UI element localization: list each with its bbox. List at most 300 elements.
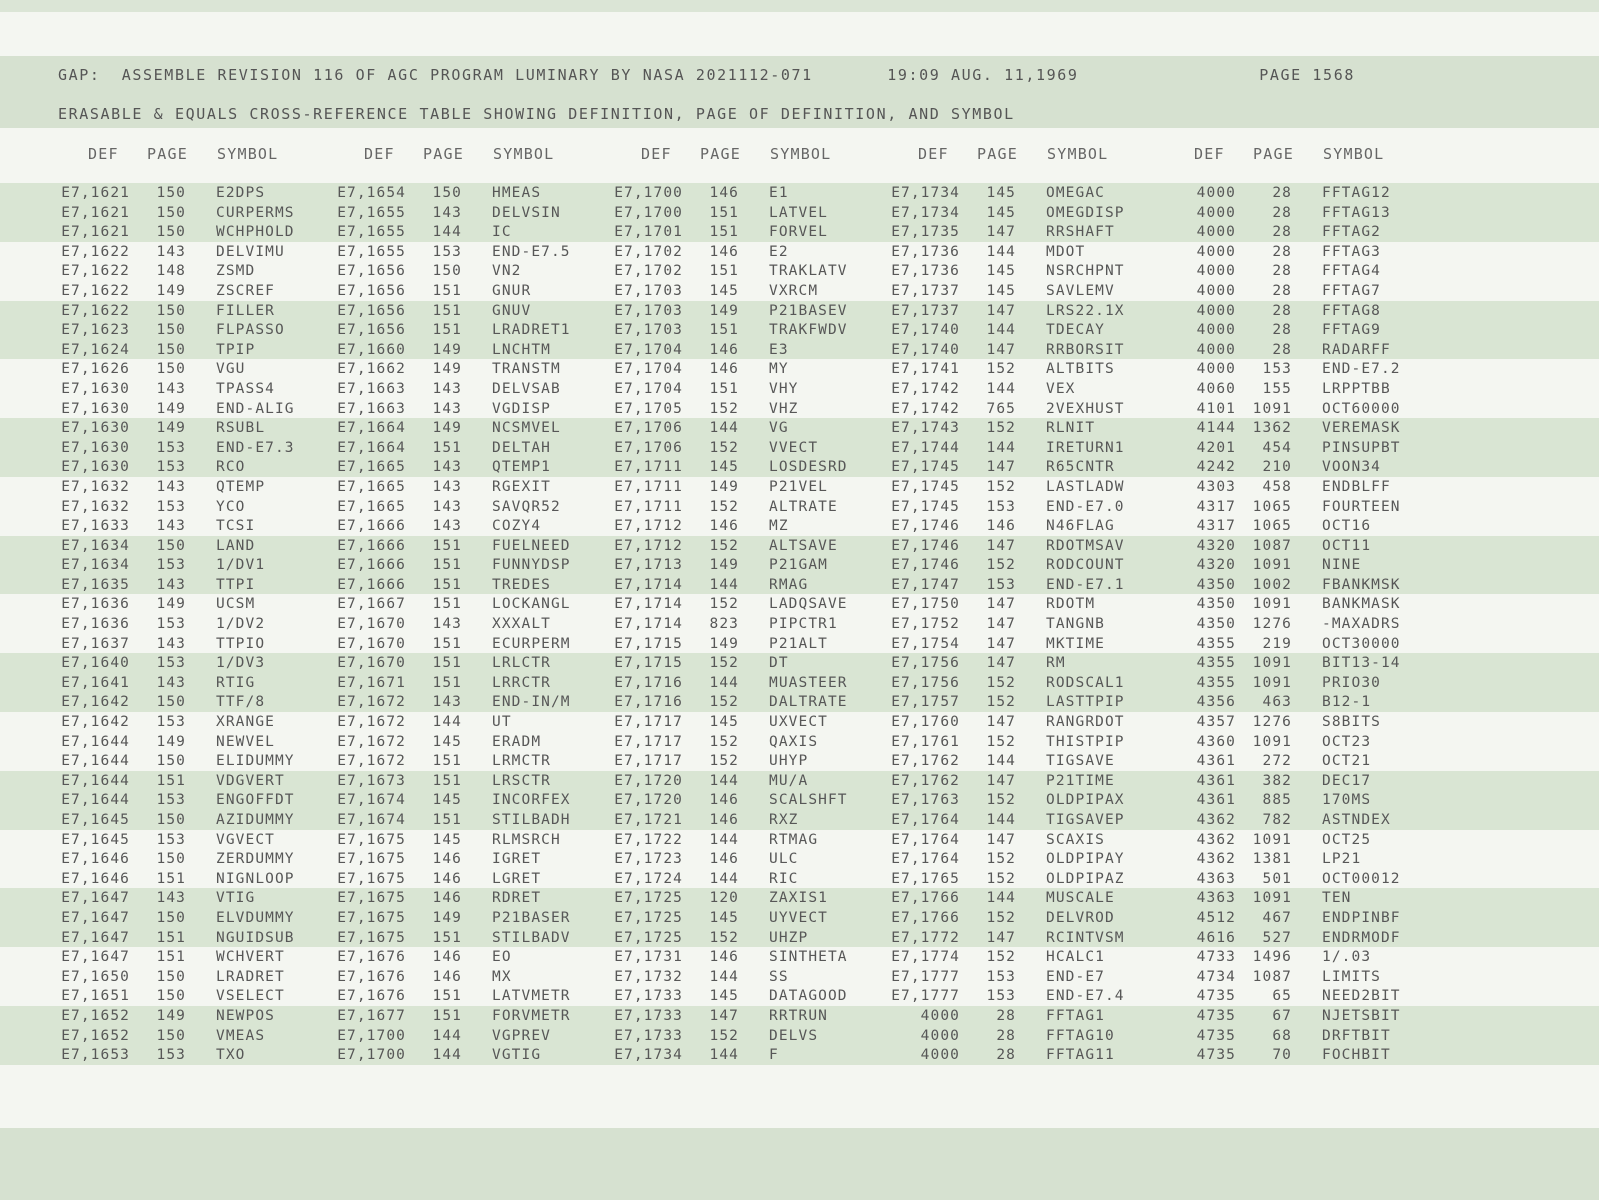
page-cell: 1087 xyxy=(1252,968,1292,985)
symbol-cell: NEWVEL xyxy=(216,733,275,750)
def-cell: E7,1735 xyxy=(891,224,960,241)
page-cell: 144 xyxy=(986,753,1016,770)
def-cell: E7,1624 xyxy=(61,341,130,358)
table-row xyxy=(0,692,1599,712)
symbol-cell: ZSCREF xyxy=(216,282,275,299)
def-cell: E7,1700 xyxy=(337,1047,406,1064)
def-cell: E7,1716 xyxy=(614,674,683,691)
header-def-4: DEF xyxy=(918,145,949,163)
symbol-cell: VGVECT xyxy=(216,831,275,848)
def-cell: E7,1622 xyxy=(61,302,130,319)
page-cell: 151 xyxy=(156,949,186,966)
def-cell: 4000 xyxy=(1196,361,1236,378)
page-cell: 144 xyxy=(709,674,739,691)
page-cell: 153 xyxy=(986,498,1016,515)
page-cell: 152 xyxy=(709,733,739,750)
symbol-cell: RM xyxy=(1046,655,1066,672)
symbol-cell: RSUBL xyxy=(216,420,266,437)
page-cell: 153 xyxy=(432,243,462,260)
page-cell: 148 xyxy=(156,263,186,280)
symbol-cell: DT xyxy=(769,655,789,672)
page-cell: 146 xyxy=(986,518,1016,535)
def-cell: E7,1762 xyxy=(891,753,960,770)
page-cell: 152 xyxy=(709,400,739,417)
page-cell: 152 xyxy=(986,557,1016,574)
page-cell: 151 xyxy=(709,224,739,241)
symbol-cell: TPASS4 xyxy=(216,380,275,397)
def-cell: 4317 xyxy=(1196,518,1236,535)
symbol-cell: VHY xyxy=(769,380,799,397)
page-cell: 120 xyxy=(709,890,739,907)
symbol-cell: ELVDUMMY xyxy=(216,909,295,926)
symbol-cell: QAXIS xyxy=(769,733,819,750)
symbol-cell: VEX xyxy=(1046,380,1076,397)
page-cell: 151 xyxy=(432,1007,462,1024)
page-cell: 1381 xyxy=(1252,851,1292,868)
page-cell: 146 xyxy=(709,185,739,201)
def-cell: 4350 xyxy=(1196,616,1236,633)
def-cell: 4356 xyxy=(1196,694,1236,711)
symbol-cell: DELVIMU xyxy=(216,243,285,260)
def-cell: E7,1754 xyxy=(891,635,960,652)
page-cell: 152 xyxy=(709,929,739,946)
def-cell: E7,1632 xyxy=(61,498,130,515)
listing-title: GAP: ASSEMBLE REVISION 116 OF AGC PROGRAM LUMINARY BY NASA 2021112-071 19:09 AUG. 11,1969 PAGE 1568 xyxy=(58,66,1355,84)
page-cell: 149 xyxy=(156,1007,186,1024)
def-cell: 4000 xyxy=(920,1007,960,1024)
def-cell: E7,1670 xyxy=(337,635,406,652)
symbol-cell: TTF/8 xyxy=(216,694,266,711)
header-page-3: PAGE xyxy=(700,145,741,163)
def-cell: E7,1670 xyxy=(337,655,406,672)
symbol-cell: NSRCHPNT xyxy=(1046,263,1125,280)
def-cell: 4144 xyxy=(1196,420,1236,437)
symbol-cell: LATVMETR xyxy=(492,988,571,1005)
symbol-cell: TIGSAVE xyxy=(1046,753,1115,770)
page-cell: 143 xyxy=(156,890,186,907)
def-cell: E7,1666 xyxy=(337,576,406,593)
def-cell: E7,1716 xyxy=(614,694,683,711)
symbol-cell: P21VEL xyxy=(769,478,828,495)
def-cell: E7,1675 xyxy=(337,929,406,946)
page-cell: 152 xyxy=(986,420,1016,437)
symbol-cell: LIMITS xyxy=(1322,968,1381,985)
def-cell: E7,1672 xyxy=(337,714,406,731)
symbol-cell: FFTAG2 xyxy=(1322,224,1381,241)
page-cell: 143 xyxy=(432,478,462,495)
symbol-cell: RCO xyxy=(216,459,246,476)
symbol-cell: END-E7.3 xyxy=(216,439,295,456)
def-cell: 4735 xyxy=(1196,1007,1236,1024)
header-page-2: PAGE xyxy=(423,145,464,163)
page-cell: 272 xyxy=(1262,753,1292,770)
symbol-cell: FFTAG3 xyxy=(1322,243,1381,260)
symbol-cell: NINE xyxy=(1322,557,1362,574)
def-cell: E7,1761 xyxy=(891,733,960,750)
def-cell: 4000 xyxy=(1196,243,1236,260)
symbol-cell: SINTHETA xyxy=(769,949,848,966)
table-row xyxy=(0,947,1599,967)
page-cell: 151 xyxy=(432,302,462,319)
def-cell: E7,1711 xyxy=(614,459,683,476)
page-cell: 153 xyxy=(986,576,1016,593)
def-cell: E7,1756 xyxy=(891,674,960,691)
symbol-cell: YCO xyxy=(216,498,246,515)
header-def-3: DEF xyxy=(641,145,672,163)
def-cell: E7,1641 xyxy=(61,674,130,691)
page-cell: 28 xyxy=(996,1007,1016,1024)
symbol-cell: UHYP xyxy=(769,753,809,770)
def-cell: E7,1621 xyxy=(61,204,130,221)
page-cell: 65 xyxy=(1272,988,1292,1005)
def-cell: E7,1702 xyxy=(614,263,683,280)
def-cell: E7,1746 xyxy=(891,518,960,535)
table-row xyxy=(0,320,1599,340)
def-cell: E7,1722 xyxy=(614,831,683,848)
def-cell: 4000 xyxy=(1196,224,1236,241)
symbol-cell: DELVROD xyxy=(1046,909,1115,926)
def-cell: 4000 xyxy=(920,1027,960,1044)
symbol-cell: ENDPINBF xyxy=(1322,909,1401,926)
def-cell: E7,1635 xyxy=(61,576,130,593)
def-cell: E7,1700 xyxy=(337,1027,406,1044)
table-row xyxy=(0,497,1599,517)
table-row xyxy=(0,281,1599,301)
def-cell: 4735 xyxy=(1196,988,1236,1005)
page-cell: 151 xyxy=(432,322,462,339)
def-cell: E7,1656 xyxy=(337,263,406,280)
symbol-cell: LASTLADW xyxy=(1046,478,1125,495)
page-cell: 153 xyxy=(156,498,186,515)
def-cell: 4000 xyxy=(1196,282,1236,299)
page-cell: 152 xyxy=(709,439,739,456)
page-cell: 150 xyxy=(156,968,186,985)
def-cell: E7,1647 xyxy=(61,890,130,907)
table-row xyxy=(0,771,1599,791)
page-cell: 151 xyxy=(432,812,462,828)
symbol-cell: 1/DV1 xyxy=(216,557,266,574)
def-cell: E7,1734 xyxy=(891,185,960,201)
symbol-cell: ENDRMODF xyxy=(1322,929,1401,946)
table-row xyxy=(0,712,1599,732)
def-cell: E7,1644 xyxy=(61,792,130,809)
def-cell: E7,1774 xyxy=(891,949,960,966)
symbol-cell: PIPCTR1 xyxy=(769,616,838,633)
page-cell: 151 xyxy=(432,674,462,691)
page-cell: 501 xyxy=(1262,870,1292,887)
page-cell: 28 xyxy=(1272,322,1292,339)
symbol-cell: IC xyxy=(492,224,512,241)
symbol-cell: FFTAG10 xyxy=(1046,1027,1115,1044)
symbol-cell: END-E7.4 xyxy=(1046,988,1125,1005)
page-cell: 143 xyxy=(432,459,462,476)
symbol-cell: 1/DV3 xyxy=(216,655,266,672)
page-cell: 146 xyxy=(432,870,462,887)
table-row xyxy=(0,536,1599,556)
symbol-cell: HMEAS xyxy=(492,185,542,201)
page-cell: 147 xyxy=(986,537,1016,554)
def-cell: E7,1676 xyxy=(337,988,406,1005)
symbol-cell: RADARFF xyxy=(1322,341,1391,358)
table-subtitle: ERASABLE & EQUALS CROSS-REFERENCE TABLE SHOWING DEFINITION, PAGE OF DEFINITION, AND SYMBOL xyxy=(58,105,1015,123)
symbol-cell: DELVSIN xyxy=(492,204,561,221)
symbol-cell: FFTAG7 xyxy=(1322,282,1381,299)
table-row xyxy=(0,908,1599,928)
page-cell: 144 xyxy=(432,714,462,731)
def-cell: E7,1760 xyxy=(891,714,960,731)
symbol-cell: FORVMETR xyxy=(492,1007,571,1024)
symbol-cell: MY xyxy=(769,361,789,378)
def-cell: E7,1642 xyxy=(61,714,130,731)
bottom-margin-band xyxy=(0,1128,1599,1200)
symbol-cell: VMEAS xyxy=(216,1027,266,1044)
def-cell: E7,1675 xyxy=(337,831,406,848)
symbol-cell: F xyxy=(769,1047,779,1064)
def-cell: 4362 xyxy=(1196,851,1236,868)
page-cell: 147 xyxy=(986,831,1016,848)
symbol-cell: RGEXIT xyxy=(492,478,551,495)
symbol-cell: OLDPIPAY xyxy=(1046,851,1125,868)
def-cell: E7,1622 xyxy=(61,243,130,260)
symbol-cell: UT xyxy=(492,714,512,731)
symbol-cell: TCSI xyxy=(216,518,256,535)
def-cell: E7,1647 xyxy=(61,949,130,966)
symbol-cell: UXVECT xyxy=(769,714,828,731)
symbol-cell: MDOT xyxy=(1046,243,1086,260)
page-cell: 145 xyxy=(432,792,462,809)
page-cell: 149 xyxy=(156,400,186,417)
def-cell: E7,1745 xyxy=(891,498,960,515)
def-cell: E7,1714 xyxy=(614,576,683,593)
table-row xyxy=(0,1026,1599,1046)
def-cell: E7,1704 xyxy=(614,380,683,397)
page-cell: 467 xyxy=(1262,909,1292,926)
page-cell: 151 xyxy=(432,753,462,770)
def-cell: E7,1704 xyxy=(614,341,683,358)
def-cell: E7,1665 xyxy=(337,478,406,495)
top-margin-band xyxy=(0,0,1599,12)
def-cell: 4357 xyxy=(1196,714,1236,731)
symbol-cell: LASTTPIP xyxy=(1046,694,1125,711)
page-cell: 1362 xyxy=(1252,420,1292,437)
page-cell: 28 xyxy=(1272,185,1292,201)
symbol-cell: NGUIDSUB xyxy=(216,929,295,946)
symbol-cell: AZIDUMMY xyxy=(216,812,295,828)
symbol-cell: FFTAG1 xyxy=(1046,1007,1105,1024)
def-cell: E7,1733 xyxy=(614,988,683,1005)
symbol-cell: LRMCTR xyxy=(492,753,551,770)
symbol-cell: INCORFEX xyxy=(492,792,571,809)
symbol-cell: B12-1 xyxy=(1322,694,1372,711)
def-cell: E7,1637 xyxy=(61,635,130,652)
page-cell: 144 xyxy=(709,1047,739,1064)
table-row xyxy=(0,379,1599,399)
symbol-cell: TRANSTM xyxy=(492,361,561,378)
page-cell: 150 xyxy=(432,263,462,280)
def-cell: E7,1647 xyxy=(61,929,130,946)
page-cell: 70 xyxy=(1272,1047,1292,1064)
page-cell: 1091 xyxy=(1252,596,1292,613)
page-cell: 152 xyxy=(986,949,1016,966)
page-cell: 1276 xyxy=(1252,714,1292,731)
header-page-5: PAGE xyxy=(1253,145,1294,163)
def-cell: 4735 xyxy=(1196,1027,1236,1044)
def-cell: E7,1734 xyxy=(614,1047,683,1064)
def-cell: E7,1712 xyxy=(614,537,683,554)
symbol-cell: NIGNLOOP xyxy=(216,870,295,887)
def-cell: E7,1721 xyxy=(614,812,683,828)
page-cell: 1091 xyxy=(1252,655,1292,672)
page-cell: 153 xyxy=(156,557,186,574)
page-cell: 151 xyxy=(432,282,462,299)
page-cell: 150 xyxy=(156,302,186,319)
page-cell: 144 xyxy=(986,439,1016,456)
def-cell: E7,1636 xyxy=(61,596,130,613)
def-cell: E7,1647 xyxy=(61,909,130,926)
def-cell: E7,1763 xyxy=(891,792,960,809)
def-cell: E7,1666 xyxy=(337,518,406,535)
def-cell: E7,1656 xyxy=(337,302,406,319)
def-cell: 4355 xyxy=(1196,635,1236,652)
header-symbol-5: SYMBOL xyxy=(1323,145,1385,163)
def-cell: E7,1673 xyxy=(337,772,406,789)
page-cell: 145 xyxy=(986,282,1016,299)
header-symbol-1: SYMBOL xyxy=(217,145,279,163)
def-cell: E7,1655 xyxy=(337,224,406,241)
def-cell: E7,1630 xyxy=(61,459,130,476)
page-cell: 152 xyxy=(986,870,1016,887)
def-cell: E7,1634 xyxy=(61,537,130,554)
def-cell: E7,1622 xyxy=(61,282,130,299)
def-cell: E7,1766 xyxy=(891,890,960,907)
page-cell: 146 xyxy=(709,243,739,260)
symbol-cell: LNCHTM xyxy=(492,341,551,358)
symbol-cell: FBANKMSK xyxy=(1322,576,1401,593)
page-cell: 143 xyxy=(432,400,462,417)
def-cell: E7,1737 xyxy=(891,282,960,299)
def-cell: E7,1622 xyxy=(61,263,130,280)
symbol-cell: QTEMP xyxy=(216,478,266,495)
def-cell: E7,1672 xyxy=(337,733,406,750)
symbol-cell: P21TIME xyxy=(1046,772,1115,789)
symbol-cell: ALTBITS xyxy=(1046,361,1115,378)
page-cell: 527 xyxy=(1262,929,1292,946)
symbol-cell: RDRET xyxy=(492,890,542,907)
def-cell: 4320 xyxy=(1196,557,1236,574)
page-cell: 150 xyxy=(156,537,186,554)
symbol-cell: P21ALT xyxy=(769,635,828,652)
def-cell: E7,1671 xyxy=(337,674,406,691)
def-cell: 4361 xyxy=(1196,772,1236,789)
def-cell: E7,1720 xyxy=(614,772,683,789)
page-cell: 1091 xyxy=(1252,557,1292,574)
table-row xyxy=(0,849,1599,869)
def-cell: E7,1653 xyxy=(61,1047,130,1064)
page-cell: 149 xyxy=(156,282,186,299)
page-cell: 145 xyxy=(709,282,739,299)
page-cell: 153 xyxy=(156,616,186,633)
def-cell: E7,1706 xyxy=(614,439,683,456)
symbol-cell: LRLCTR xyxy=(492,655,551,672)
symbol-cell: END-ALIG xyxy=(216,400,295,417)
symbol-cell: ZAXIS1 xyxy=(769,890,828,907)
symbol-cell: MKTIME xyxy=(1046,635,1105,652)
page-cell: 454 xyxy=(1262,439,1292,456)
page-cell: 146 xyxy=(432,851,462,868)
def-cell: E7,1670 xyxy=(337,616,406,633)
symbol-cell: XRANGE xyxy=(216,714,275,731)
table-row xyxy=(0,399,1599,419)
def-cell: 4360 xyxy=(1196,733,1236,750)
symbol-cell: EO xyxy=(492,949,512,966)
page-cell: 1065 xyxy=(1252,518,1292,535)
page-cell: 146 xyxy=(709,361,739,378)
def-cell: E7,1731 xyxy=(614,949,683,966)
page-cell: 149 xyxy=(432,420,462,437)
page-cell: 28 xyxy=(1272,282,1292,299)
def-cell: 4363 xyxy=(1196,870,1236,887)
def-cell: E7,1717 xyxy=(614,753,683,770)
page-cell: 152 xyxy=(709,1027,739,1044)
symbol-cell: VSELECT xyxy=(216,988,285,1005)
page-cell: 149 xyxy=(709,302,739,319)
header-def-5: DEF xyxy=(1194,145,1225,163)
page-cell: 149 xyxy=(709,635,739,652)
def-cell: E7,1733 xyxy=(614,1027,683,1044)
table-row xyxy=(0,516,1599,536)
symbol-cell: RTIG xyxy=(216,674,256,691)
table-row xyxy=(0,242,1599,262)
cross-reference-table xyxy=(0,183,1599,1065)
symbol-cell: VGDISP xyxy=(492,400,551,417)
table-row xyxy=(0,790,1599,810)
page-cell: 145 xyxy=(432,733,462,750)
page-cell: 143 xyxy=(156,576,186,593)
def-cell: E7,1711 xyxy=(614,498,683,515)
symbol-cell: 170MS xyxy=(1322,792,1372,809)
def-cell: 4000 xyxy=(1196,341,1236,358)
def-cell: E7,1725 xyxy=(614,929,683,946)
page-cell: 144 xyxy=(709,831,739,848)
def-cell: E7,1636 xyxy=(61,616,130,633)
page-cell: 68 xyxy=(1272,1027,1292,1044)
page-cell: 151 xyxy=(432,596,462,613)
table-row xyxy=(0,555,1599,575)
page-cell: 143 xyxy=(156,674,186,691)
symbol-cell: END-E7.2 xyxy=(1322,361,1401,378)
def-cell: 4355 xyxy=(1196,655,1236,672)
symbol-cell: UYVECT xyxy=(769,909,828,926)
table-row xyxy=(0,732,1599,752)
page-cell: 145 xyxy=(986,204,1016,221)
def-cell: E7,1634 xyxy=(61,557,130,574)
symbol-cell: RCINTVSM xyxy=(1046,929,1125,946)
page-cell: 150 xyxy=(156,185,186,201)
symbol-cell: FUNNYDSP xyxy=(492,557,571,574)
symbol-cell: VN2 xyxy=(492,263,522,280)
symbol-cell: VGTIG xyxy=(492,1047,542,1064)
symbol-cell: RMAG xyxy=(769,576,809,593)
def-cell: E7,1740 xyxy=(891,341,960,358)
page-cell: 146 xyxy=(709,949,739,966)
table-row xyxy=(0,183,1599,203)
page-cell: 147 xyxy=(986,635,1016,652)
symbol-cell: OCT30000 xyxy=(1322,635,1401,652)
def-cell: E7,1662 xyxy=(337,361,406,378)
def-cell: 4000 xyxy=(920,1047,960,1064)
def-cell: E7,1762 xyxy=(891,772,960,789)
def-cell: E7,1700 xyxy=(614,185,683,201)
